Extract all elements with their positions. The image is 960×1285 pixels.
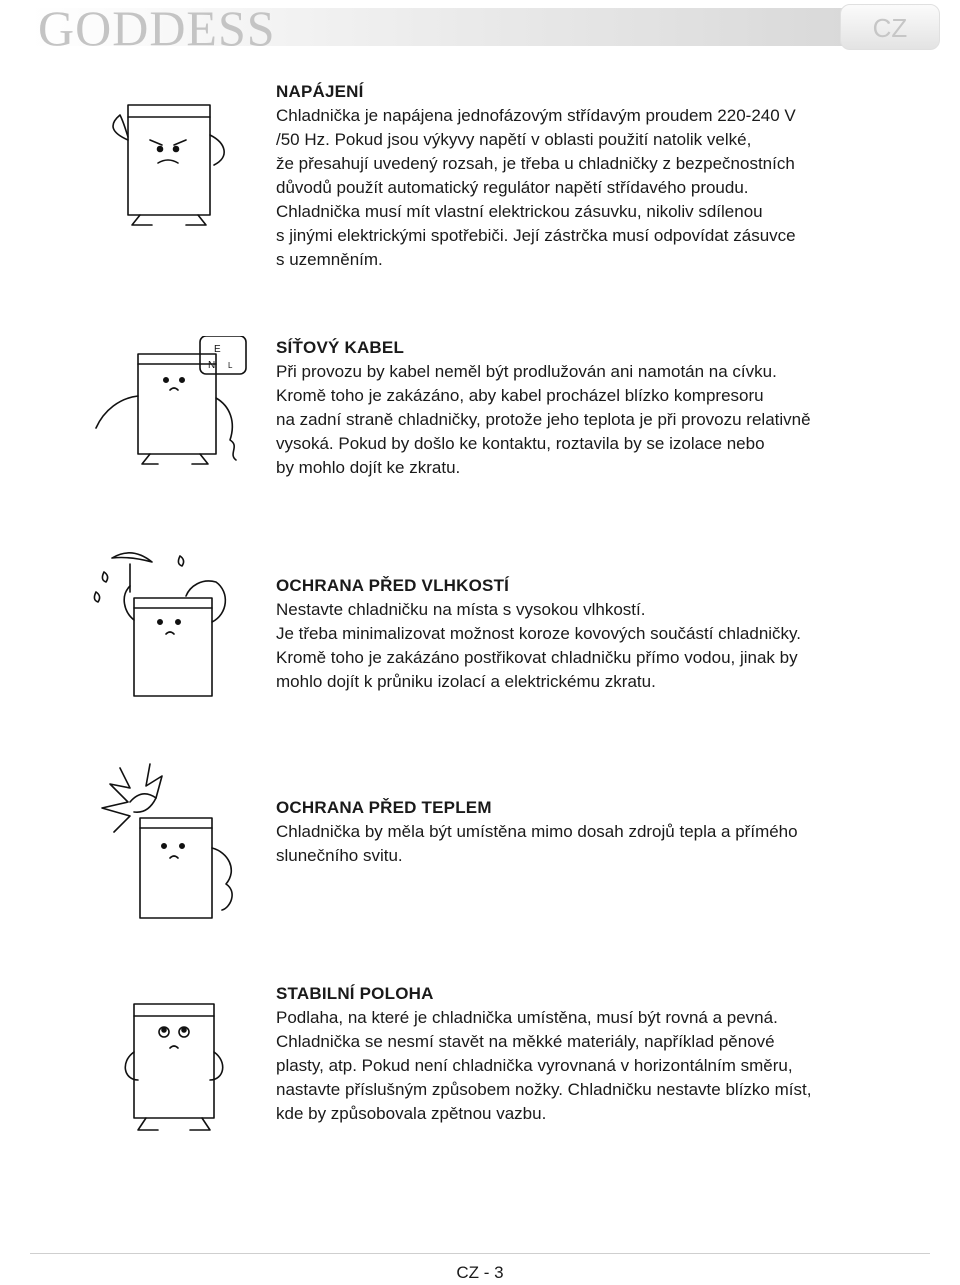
- text-line: důvodů použít automatický regulátor napětí střídavého proudu.: [276, 178, 749, 197]
- text-line: Kromě toho je zakázáno, aby kabel procházel blízko kompresoru: [276, 386, 764, 405]
- text-line: Při provozu by kabel neměl být prodlužován ani namotán na cívku.: [276, 362, 777, 381]
- text-line: mohlo dojít k průniku izolací a elektrickému zkratu.: [276, 672, 656, 691]
- plug-label-n: N: [208, 360, 216, 371]
- hot-fridge-illustration: [90, 758, 260, 928]
- text-line: by mohlo dojít ke zkratu.: [276, 458, 461, 477]
- section-heading: SÍŤOVÝ KABEL: [276, 338, 405, 357]
- text-line: na zadní straně chladničky, protože jeho teplota je při provozu relativně: [276, 410, 811, 429]
- text-line: že přesahují uvedený rozsah, je třeba u chladničky z bezpečnostních: [276, 154, 795, 173]
- stable-position-text: [276, 982, 916, 1126]
- section-heading: OCHRANA PŘED TEPLEM: [276, 798, 492, 817]
- text-line: Nestavte chladničku na místa s vysokou vlhkostí.: [276, 600, 646, 619]
- text-line: Kromě toho je zakázáno postřikovat chladničku přímo vodou, jinak by: [276, 648, 798, 667]
- power-cable-text: [276, 336, 916, 480]
- text-line: Chladnička se nesmí stavět na měkké materiály, například pěnové: [276, 1032, 775, 1051]
- angry-fridge-illustration: [90, 95, 260, 245]
- text-line: Chladnička musí mít vlastní elektrickou zásuvku, nikoliv sdílenou: [276, 202, 763, 221]
- plug-label-l: L: [228, 361, 233, 370]
- text-line: slunečního svitu.: [276, 846, 403, 865]
- text-line: Chladnička je napájena jednofázovým střídavým proudem 220-240 V: [276, 106, 796, 125]
- text-line: vysoká. Pokud by došlo ke kontaktu, roztavila by se izolace nebo: [276, 434, 765, 453]
- wet-fridge-illustration: [90, 542, 260, 702]
- text-line: s jinými elektrickými spotřebiči. Její zástrčka musí odpovídat zásuvce: [276, 226, 796, 245]
- plug-label-e: E: [214, 344, 221, 355]
- brand-logo: GODDESS: [38, 0, 276, 56]
- section-heading: STABILNÍ POLOHA: [276, 984, 434, 1003]
- text-line: plasty, atp. Pokud není chladnička vyrovnaná v horizontálním směru,: [276, 1056, 793, 1075]
- humidity-text: [276, 574, 916, 694]
- text-line: kde by způsobovala zpětnou vazbu.: [276, 1104, 547, 1123]
- footer-divider: [30, 1253, 930, 1254]
- page-header: [0, 0, 960, 60]
- power-supply-text: [276, 80, 916, 272]
- fridge-with-socket-illustration: [90, 336, 260, 486]
- page-number: CZ - 3: [456, 1263, 504, 1282]
- text-line: Je třeba minimalizovat možnost koroze kovových součástí chladničky.: [276, 624, 802, 643]
- text-line: s uzemněním.: [276, 250, 383, 269]
- heat-text: [276, 796, 916, 868]
- thinking-fridge-illustration: [90, 992, 260, 1152]
- text-line: Podlaha, na které je chladnička umístěna, musí být rovná a pevná.: [276, 1008, 778, 1027]
- text-line: nastavte příslušným způsobem nožky. Chladničku nestavte blízko míst,: [276, 1080, 812, 1099]
- text-line: /50 Hz. Pokud jsou výkyvy napětí v oblasti použití natolik velké,: [276, 130, 752, 149]
- section-heading: NAPÁJENÍ: [276, 82, 364, 101]
- text-line: Chladnička by měla být umístěna mimo dosah zdrojů tepla a přímého: [276, 822, 798, 841]
- language-badge: CZ: [840, 4, 940, 50]
- section-heading: OCHRANA PŘED VLHKOSTÍ: [276, 576, 510, 595]
